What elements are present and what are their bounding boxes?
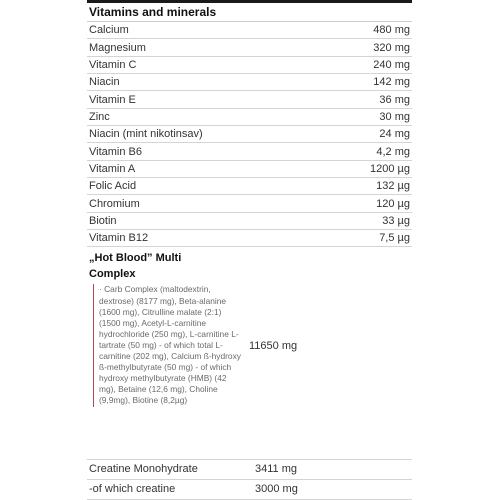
table-row [87, 143, 412, 160]
nutrient-amount: 24 mg [379, 128, 410, 141]
nutrient-name: Niacin (mint nikotinsav) [89, 128, 203, 141]
ingredient-amount: 3000 mg [255, 483, 298, 496]
nutrient-name: Vitamin E [89, 93, 136, 106]
ingredient-name: -of which creatine [89, 483, 176, 496]
table-row [87, 178, 412, 195]
vitamins-section-title: Vitamins and minerals [87, 3, 412, 22]
table-row [87, 57, 412, 74]
nutrition-facts-table [87, 0, 412, 500]
nutrient-amount: 320 mg [373, 41, 410, 54]
nutrient-name: Calcium [89, 24, 129, 37]
nutrient-amount: 7,5 µg [379, 232, 410, 245]
nutrient-name: Zinc [89, 110, 110, 123]
nutrient-amount: 33 µg [382, 214, 410, 227]
table-row [87, 161, 412, 178]
table-row [87, 109, 412, 126]
nutrient-amount: 240 mg [373, 58, 410, 71]
nutrient-amount: 4,2 mg [376, 145, 410, 158]
nutrient-amount: 142 mg [373, 76, 410, 89]
table-row [87, 480, 412, 500]
complex-ingredients: · Carb Complex (maltodextrin, dextrose) (8177 mg), Beta-alanine (1600 mg), Citrulline malate (2:1) (1500 mg), Acetyl-L-carnitine hydrochloride (250 mg), L-carnitine L-tartrate (50 mg) - of which total L-carnitine (202 mg), Calcium ß-hydroxy ß-methylbutyrate (50 mg) - of which hydroxy methylbutyrate (HMB) (42 mg), Betaine (12,6 mg), Choline (9,9mg), Biotine (8,2µg) [93, 284, 245, 406]
nutrient-name: Vitamin B6 [89, 145, 142, 158]
table-row [87, 22, 412, 39]
nutrient-name: Biotin [89, 214, 117, 227]
table-row [87, 39, 412, 56]
ingredient-name: Creatine Monohydrate [89, 463, 198, 476]
table-row [87, 460, 412, 480]
complex-row [87, 282, 412, 460]
nutrient-name: Vitamin A [89, 162, 136, 175]
table-row [87, 126, 412, 143]
nutrient-amount: 120 µg [376, 197, 410, 210]
nutrient-name: Vitamin B12 [89, 232, 149, 245]
nutrient-name: Folic Acid [89, 180, 137, 193]
complex-amount: 11650 mg [249, 340, 298, 353]
nutrient-amount: 30 mg [379, 110, 410, 123]
nutrient-amount: 36 mg [379, 93, 410, 106]
table-row [87, 195, 412, 212]
table-row [87, 91, 412, 108]
nutrient-name: Niacin [89, 76, 120, 89]
nutrient-name: Chromium [89, 197, 140, 210]
table-row [87, 213, 412, 230]
nutrient-name: Magnesium [89, 41, 146, 54]
vitamins-list [87, 22, 412, 247]
ingredient-amount: 3411 mg [255, 463, 297, 476]
complex-title: „Hot Blood” Multi Complex [89, 252, 182, 281]
nutrient-amount: 480 mg [373, 24, 410, 37]
nutrient-amount: 1200 µg [370, 162, 410, 175]
table-row [87, 230, 412, 247]
nutrient-amount: 132 µg [376, 180, 410, 193]
table-row [87, 74, 412, 91]
nutrient-name: Vitamin C [89, 58, 137, 71]
